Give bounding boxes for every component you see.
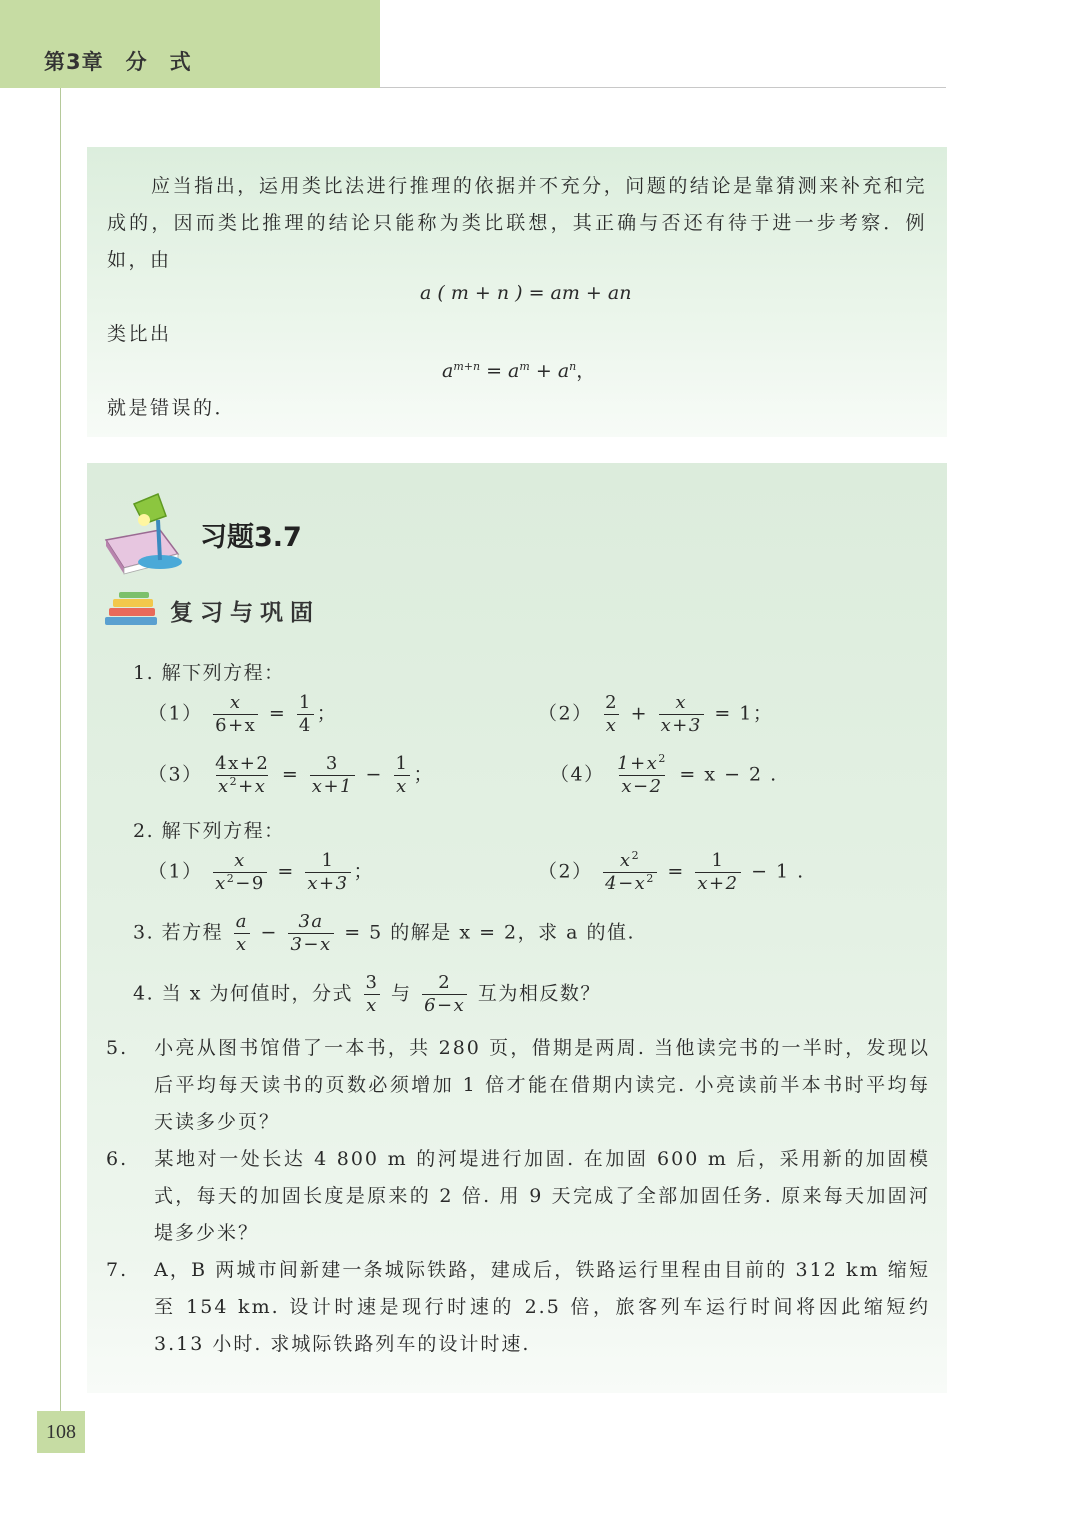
formula-wrong: $a^{m+n} = a^m + a^n$， xyxy=(442,360,596,382)
q1-part1: （1） $\frac{x}{6+x}$ = $\frac{1}{4}$ ； xyxy=(148,692,338,736)
note-paragraph: 应当指出，运用类比法进行推理的依据并不充分，问题的结论是靠猜测来补充和完成的，因而类比推理的结论只能称为类比联想，其正确与否还有待于进一步考察．例如，由 xyxy=(107,175,927,271)
q1-part2: （2） $\frac{2}{x}$ + $\frac{x}{x+3}$ = 1； xyxy=(538,692,774,736)
q6: 6. 某地对一处长达 4 800 m 的河堤进行加固. 在加固 600 m 后，采用新的加固模式，每天的加固长度是原来的 2 倍. 用 9 天完成了全部加固任务. 原来每天加固河堤多少米？ xyxy=(106,1148,930,1244)
q1-part4: （4） $\frac{1+x^2}{x-2}$ = x − 2 . xyxy=(550,752,778,797)
exercise-title: 习题3.7 xyxy=(200,522,302,553)
conclusion-text: 就是错误的． xyxy=(107,397,237,419)
q1-label: 1. 解下列方程： xyxy=(133,662,285,684)
margin-line xyxy=(60,88,61,1413)
q2-part1: （1） $\frac{x}{x^2-9}$ = $\frac{1}{x+3}$ ； xyxy=(148,850,375,894)
q7: 7. A，B 两城市间新建一条城际铁路，建成后，铁路运行里程由目前的 312 km 缩短至 154 km. 设计时速是现行时速的 2.5 倍，旅客列车运行时间将因此缩短约 3.13 小时. 求城际铁路列车的设计时速. xyxy=(106,1259,930,1355)
q2-label: 2. 解下列方程： xyxy=(133,820,285,842)
section-heading: 复习与巩固 xyxy=(170,600,320,626)
formula-distributive: a ( m + n ) = am + an xyxy=(420,282,632,304)
chapter-title: 第3章 分 式 xyxy=(44,50,192,74)
books-stack-icon xyxy=(103,591,163,629)
q4: 4. 当 x 为何值时，分式 $\frac{3}{x}$ 与 $\frac{2}{6-x}$ 互为相反数？ xyxy=(133,972,601,1016)
desk-lamp-book-icon xyxy=(100,490,192,578)
q1-part3: （3） $\frac{4x+2}{x^2+x}$ = $\frac{3}{x+1}$ − $\frac{1}{x}$ ； xyxy=(148,753,434,797)
page-number: 108 xyxy=(37,1411,85,1453)
q3: 3. 若方程 $\frac{a}{x}$ − $\frac{3a}{3-x}$ = 5 的解是 x = 2，求 a 的值. xyxy=(133,911,636,955)
q5: 5. 小亮从图书馆借了一本书，共 280 页，借期是两周. 当他读完书的一半时，发现以后平均每天读书的页数必须增加 1 倍才能在借期内读完. 小亮读前半本书时平均每天读多少页？ xyxy=(106,1037,930,1133)
q2-part2: （2） $\frac{x^2}{4-x^2}$ = $\frac{1}{x+2}$ − 1 . xyxy=(538,849,805,894)
header-rule xyxy=(380,87,946,88)
analogy-text: 类比出 xyxy=(107,323,172,345)
